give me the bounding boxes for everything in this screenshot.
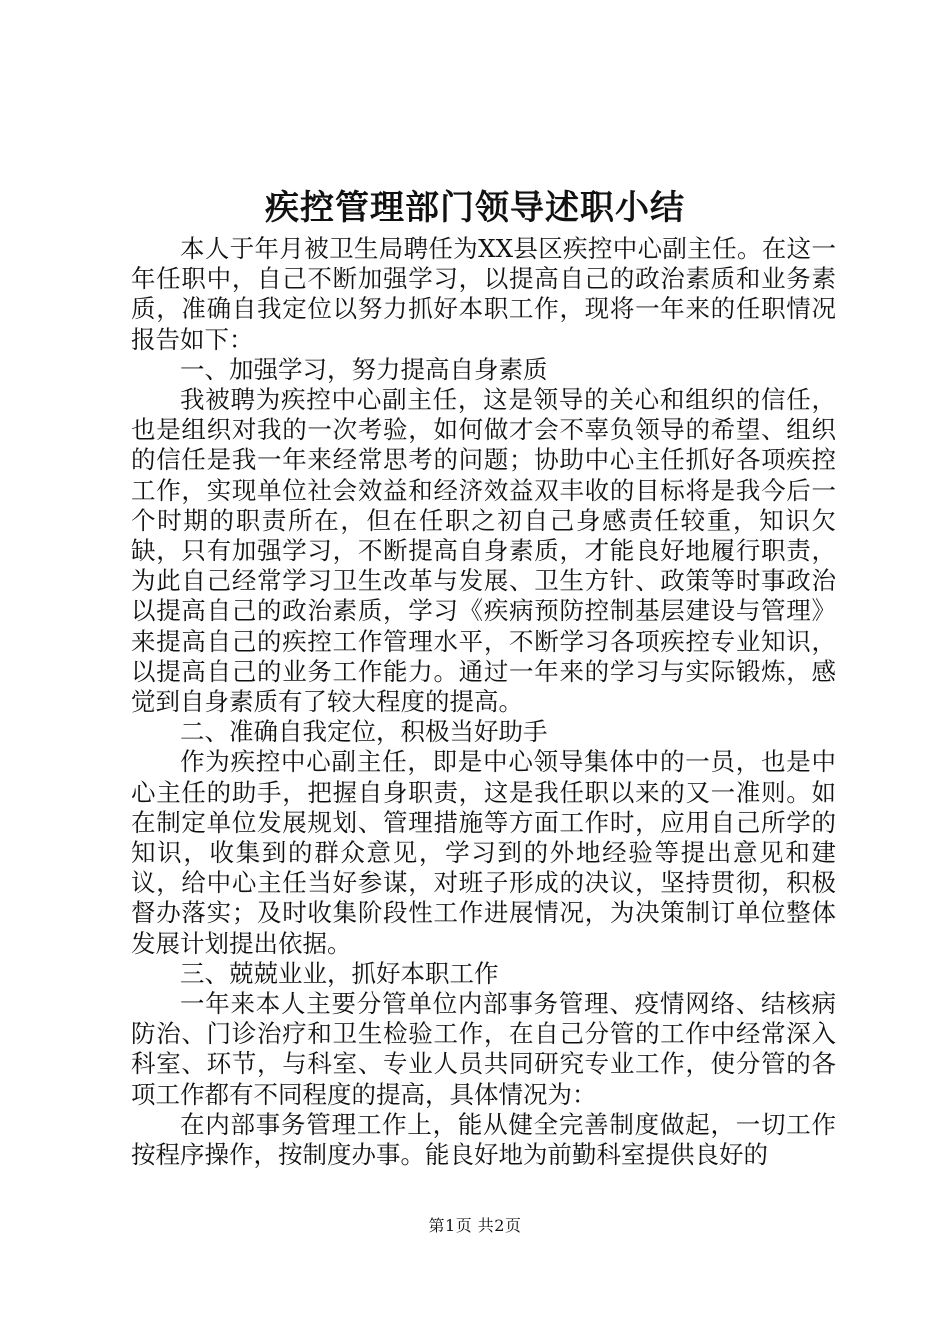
paragraph-section-3-detail: 在内部事务管理工作上，能从健全完善制度做起，一切工作按程序操作，按制度办事。能良好地为前勤科室提供良好的 [131, 1109, 836, 1170]
section-heading-2: 二、准确自我定位，积极当好助手 [180, 717, 548, 747]
document-body [131, 234, 836, 1170]
document-title: 疾控管理部门领导述职小结 [265, 188, 685, 228]
page-number-footer: 第1页 共2页 [428, 1216, 522, 1235]
paragraph-intro: 本人于年月被卫生局聘任为XX县区疾控中心副主任。在这一年任职中，自己不断加强学习，以提高自己的政治素质和业务素质，准确自我定位以努力抓好本职工作，现将一年来的任职情况报告如下： [131, 234, 836, 354]
paragraph-section-2: 作为疾控中心副主任，即是中心领导集体中的一员，也是中心主任的助手，把握自身职责，这是我任职以来的又一准则。如在制定单位发展规划、管理措施等方面工作时，应用自己所学的知识，收集到的群众意见，学习到的外地经验等提出意见和建议，给中心主任当好参谋，对班子形成的决议，坚持贯彻，积极督办落实；及时收集阶段性工作进展情况，为决策制订单位整体发展计划提出依据。 [131, 747, 836, 958]
section-heading-1: 一、加强学习，努力提高自身素质 [180, 354, 548, 384]
paragraph-section-1: 我被聘为疾控中心副主任，这是领导的关心和组织的信任，也是组织对我的一次考验，如何做才会不辜负领导的希望、组织的信任是我一年来经常思考的问题；协助中心主任抓好各项疾控工作，实现单位社会效益和经济效益双丰收的目标将是我今后一个时期的职责所在，但在任职之初自己身感责任较重，知识欠缺，只有加强学习，不断提高自身素质，才能良好地履行职责，为此自己经常学习卫生改革与发展、卫生方针、政策等时事政治以提高自己的政治素质，学习《疾病预防控制基层建设与管理》来提高自己的疾控工作管理水平，不断学习各项疾控专业知识，以提高自己的业务工作能力。通过一年来的学习与实际锻炼，感觉到自身素质有了较大程度的提高。 [131, 385, 836, 717]
paragraph-section-3: 一年来本人主要分管单位内部事务管理、疫情网络、结核病防治、门诊治疗和卫生检验工作，在自己分管的工作中经常深入科室、环节，与科室、专业人员共同研究专业工作，使分管的各项工作都有不同程度的提高，具体情况为： [131, 989, 836, 1109]
section-heading-3: 三、兢兢业业，抓好本职工作 [180, 958, 499, 988]
